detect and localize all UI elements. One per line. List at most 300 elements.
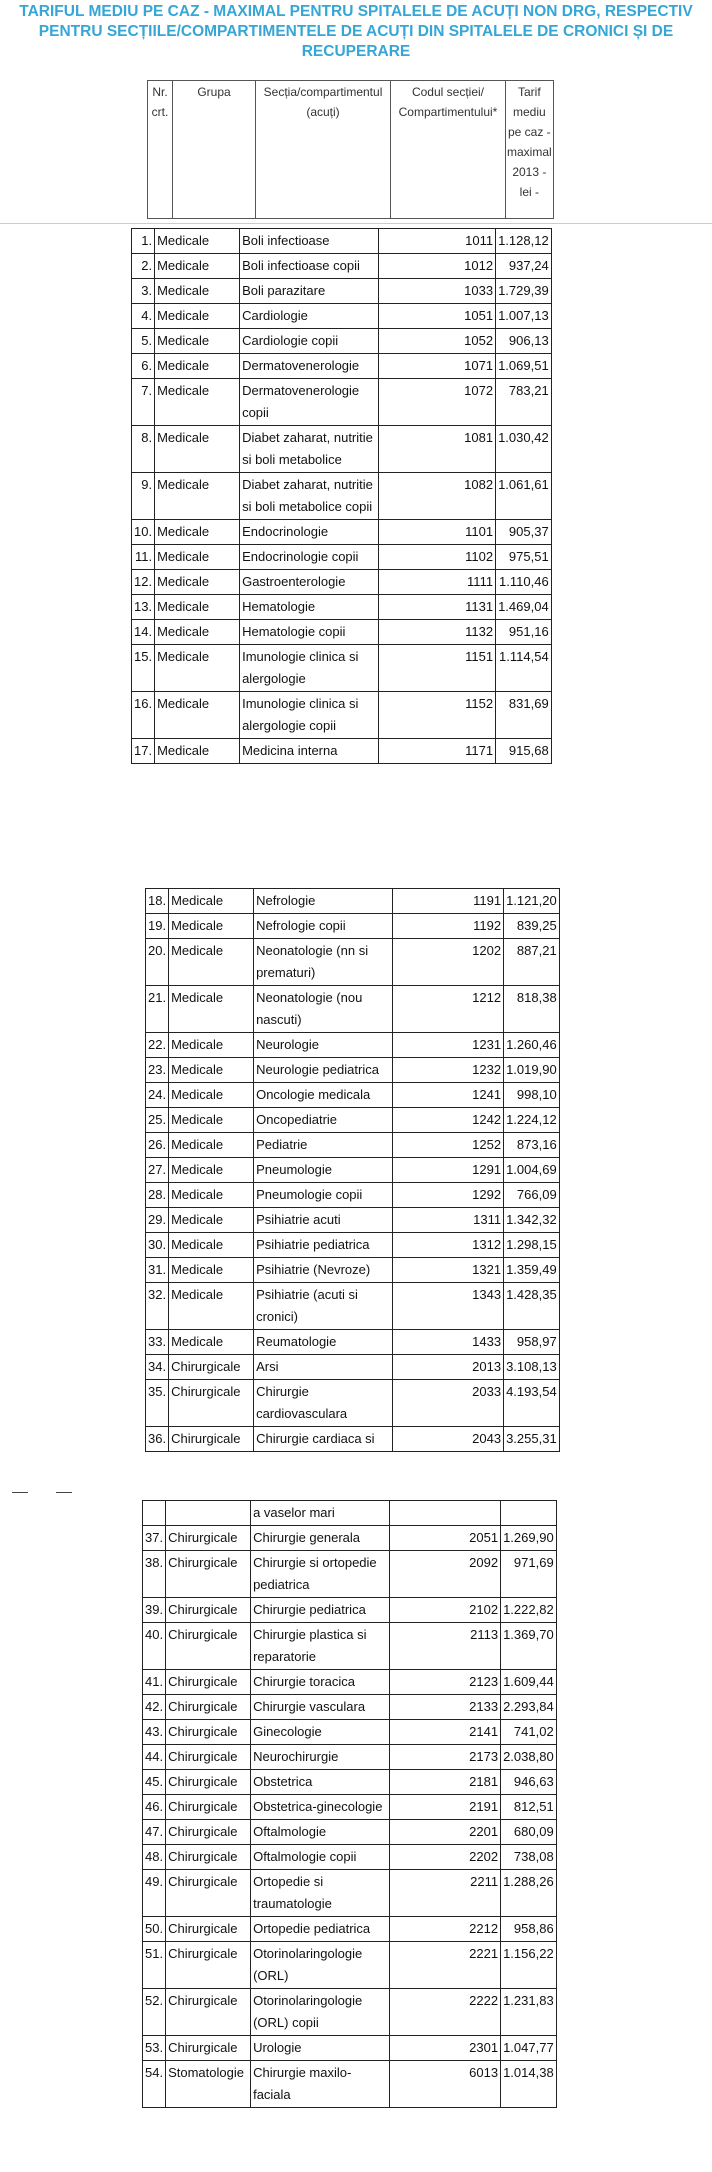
cell-cod: 1011: [379, 229, 496, 254]
cell-tarif: 2.293,84: [501, 1695, 557, 1720]
cell-nr: 44.: [143, 1745, 166, 1770]
cell-tarif: 887,21: [504, 939, 560, 986]
cell-tarif: 1.019,90: [504, 1058, 560, 1083]
cell-sectia: Chirurgie pediatrica: [251, 1598, 390, 1623]
cell-nr: 29.: [146, 1208, 169, 1233]
cell-tarif: 1.014,38: [501, 2061, 557, 2108]
cell-grupa: Medicale: [169, 889, 254, 914]
table-row: [146, 1427, 560, 1452]
table-row: [132, 254, 552, 279]
cell-cod: 2033: [393, 1380, 504, 1427]
table-row: [143, 1598, 557, 1623]
cell-cod: 1101: [379, 520, 496, 545]
cell-sectia: Medicina interna: [240, 739, 379, 764]
cell-nr: 13.: [132, 595, 155, 620]
cell-grupa: Chirurgicale: [166, 1989, 251, 2036]
cell-grupa: Medicale: [169, 1058, 254, 1083]
table-row: [146, 1183, 560, 1208]
cell-nr: 31.: [146, 1258, 169, 1283]
cell-sectia: Psihiatrie acuti: [254, 1208, 393, 1233]
cell-nr: 28.: [146, 1183, 169, 1208]
table-row: [132, 570, 552, 595]
cell-cod: 1071: [379, 354, 496, 379]
table-row: [146, 1233, 560, 1258]
cell-nr: 18.: [146, 889, 169, 914]
cell-sectia: Cardiologie copii: [240, 329, 379, 354]
cell-sectia: Hematologie: [240, 595, 379, 620]
cell-cod: 1212: [393, 986, 504, 1033]
cell-grupa: Chirurgicale: [166, 1942, 251, 1989]
cell-sectia: Dermatovenerologie: [240, 354, 379, 379]
table-block-2: [145, 888, 560, 1452]
cell-sectia: Ginecologie: [251, 1720, 390, 1745]
cell-cod: 1192: [393, 914, 504, 939]
cell-tarif: 975,51: [496, 545, 552, 570]
cell-cod: 1151: [379, 645, 496, 692]
cell-grupa: Medicale: [155, 520, 240, 545]
cell-cod: 2133: [390, 1695, 501, 1720]
table-row: [143, 1870, 557, 1917]
table-row: [143, 1551, 557, 1598]
cell-cod: 2201: [390, 1820, 501, 1845]
cell-nr: 14.: [132, 620, 155, 645]
table-row: [132, 279, 552, 304]
cell-cod: 1241: [393, 1083, 504, 1108]
page-break-marker: [12, 1492, 28, 1493]
cell-nr: 49.: [143, 1870, 166, 1917]
cell-tarif: 1.269,90: [501, 1526, 557, 1551]
table-row: [143, 1917, 557, 1942]
table-row: [143, 1745, 557, 1770]
cell-sectia: Chirurgie maxilo-faciala: [251, 2061, 390, 2108]
cell-sectia: Chirurgie vasculara: [251, 1695, 390, 1720]
cell-sectia: Oftalmologie: [251, 1820, 390, 1845]
header-sectia: Secția/compartimentul (acuți): [256, 81, 391, 219]
page-title: TARIFUL MEDIU PE CAZ - MAXIMAL PENTRU SPITALELE DE ACUȚI NON DRG, RESPECTIV PENTRU SECȚIILE/COMPARTIMENTELE DE ACUȚI DIN SPITALELE DE CRONICI ȘI DE RECUPERARE: [19, 3, 693, 60]
cell-grupa: Stomatologie: [166, 2061, 251, 2108]
cell-cod: 1082: [379, 473, 496, 520]
cell-tarif: 3.108,13: [504, 1355, 560, 1380]
cell-grupa: Medicale: [169, 1133, 254, 1158]
cell-cod: 2211: [390, 1870, 501, 1917]
cell-tarif: 937,24: [496, 254, 552, 279]
cell-nr: [143, 1501, 166, 1526]
cell-tarif: 1.359,49: [504, 1258, 560, 1283]
cell-sectia: Oncologie medicala: [254, 1083, 393, 1108]
cell-nr: 24.: [146, 1083, 169, 1108]
cell-sectia: Ortopedie si traumatologie: [251, 1870, 390, 1917]
cell-cod: 2173: [390, 1745, 501, 1770]
cell-cod: 1072: [379, 379, 496, 426]
cell-nr: 1.: [132, 229, 155, 254]
cell-sectia: Nefrologie copii: [254, 914, 393, 939]
cell-grupa: Medicale: [155, 229, 240, 254]
cell-tarif: 873,16: [504, 1133, 560, 1158]
cell-cod: 1433: [393, 1330, 504, 1355]
cell-cod: 1312: [393, 1233, 504, 1258]
table-row: [143, 1695, 557, 1720]
cell-cod: 1052: [379, 329, 496, 354]
cell-cod: 1232: [393, 1058, 504, 1083]
table-row: [132, 620, 552, 645]
cell-nr: 52.: [143, 1989, 166, 2036]
cell-sectia: Oncopediatrie: [254, 1108, 393, 1133]
cell-nr: 23.: [146, 1058, 169, 1083]
table-row: [143, 1623, 557, 1670]
cell-sectia: Otorinolaringologie (ORL): [251, 1942, 390, 1989]
cell-sectia: Otorinolaringologie (ORL) copii: [251, 1989, 390, 2036]
table-row: [146, 1355, 560, 1380]
cell-tarif: 839,25: [504, 914, 560, 939]
cell-grupa: Chirurgicale: [166, 1598, 251, 1623]
cell-grupa: Medicale: [155, 739, 240, 764]
cell-nr: 16.: [132, 692, 155, 739]
cell-grupa: Chirurgicale: [169, 1380, 254, 1427]
cell-nr: 11.: [132, 545, 155, 570]
cell-grupa: [166, 1501, 251, 1526]
cell-tarif: 680,09: [501, 1820, 557, 1845]
cell-grupa: Medicale: [155, 645, 240, 692]
table-row: [143, 1989, 557, 2036]
cell-tarif: 1.342,32: [504, 1208, 560, 1233]
header-nr: Nr. crt.: [148, 81, 173, 219]
cell-cod: 2221: [390, 1942, 501, 1989]
table-row: [132, 645, 552, 692]
cell-tarif: 3.255,31: [504, 1427, 560, 1452]
cell-cod: 1131: [379, 595, 496, 620]
cell-nr: 8.: [132, 426, 155, 473]
cell-sectia: Reumatologie: [254, 1330, 393, 1355]
table-row: [146, 1330, 560, 1355]
cell-cod: 1132: [379, 620, 496, 645]
cell-nr: 7.: [132, 379, 155, 426]
cell-sectia: Pneumologie copii: [254, 1183, 393, 1208]
cell-grupa: Medicale: [169, 1158, 254, 1183]
cell-tarif: 906,13: [496, 329, 552, 354]
cell-tarif: 1.729,39: [496, 279, 552, 304]
table-row: [143, 1845, 557, 1870]
page-break-marker: [56, 1492, 72, 1493]
table-row: [146, 889, 560, 914]
cell-nr: 35.: [146, 1380, 169, 1427]
cell-nr: 43.: [143, 1720, 166, 1745]
table-row: [143, 1720, 557, 1745]
cell-sectia: Pediatrie: [254, 1133, 393, 1158]
cell-sectia: Neurologie pediatrica: [254, 1058, 393, 1083]
table-row: [132, 354, 552, 379]
table-row: [146, 1258, 560, 1283]
cell-cod: 2202: [390, 1845, 501, 1870]
table-row: [146, 1033, 560, 1058]
cell-grupa: Medicale: [155, 545, 240, 570]
table-row: [143, 1795, 557, 1820]
cell-tarif: 1.288,26: [501, 1870, 557, 1917]
cell-sectia: Obstetrica-ginecologie: [251, 1795, 390, 1820]
cell-sectia: Ortopedie pediatrica: [251, 1917, 390, 1942]
cell-grupa: Chirurgicale: [166, 1551, 251, 1598]
cell-nr: 39.: [143, 1598, 166, 1623]
cell-grupa: Medicale: [169, 914, 254, 939]
cell-sectia: Neonatologie (nou nascuti): [254, 986, 393, 1033]
cell-grupa: Medicale: [155, 595, 240, 620]
table-block-1: [131, 228, 552, 764]
cell-tarif: 1.047,77: [501, 2036, 557, 2061]
cell-tarif: 958,86: [501, 1917, 557, 1942]
table-block-3: [142, 1500, 557, 2108]
cell-nr: 45.: [143, 1770, 166, 1795]
header-grupa: Grupa: [173, 81, 256, 219]
cell-cod: 1012: [379, 254, 496, 279]
cell-nr: 40.: [143, 1623, 166, 1670]
table-row: [146, 1133, 560, 1158]
cell-sectia: Chirurgie cardiaca si: [254, 1427, 393, 1452]
cell-cod: 1292: [393, 1183, 504, 1208]
cell-tarif: 1.260,46: [504, 1033, 560, 1058]
table-row: [143, 1770, 557, 1795]
cell-grupa: Medicale: [155, 473, 240, 520]
cell-grupa: Medicale: [155, 304, 240, 329]
cell-tarif: 1.007,13: [496, 304, 552, 329]
cell-grupa: Chirurgicale: [169, 1427, 254, 1452]
table-row: [146, 914, 560, 939]
table-row: [146, 1108, 560, 1133]
cell-cod: 1231: [393, 1033, 504, 1058]
cell-cod: 2051: [390, 1526, 501, 1551]
cell-grupa: Medicale: [155, 692, 240, 739]
cell-nr: 51.: [143, 1942, 166, 1989]
cell-cod: 6013: [390, 2061, 501, 2108]
cell-nr: 42.: [143, 1695, 166, 1720]
cell-tarif: 1.110,46: [496, 570, 552, 595]
cell-sectia: Imunologie clinica si alergologie copii: [240, 692, 379, 739]
cell-tarif: 812,51: [501, 1795, 557, 1820]
cell-tarif: 971,69: [501, 1551, 557, 1598]
header-codul: Codul secției/ Compartimentului*: [391, 81, 506, 219]
cell-tarif: 1.061,61: [496, 473, 552, 520]
cell-grupa: Medicale: [169, 986, 254, 1033]
cell-cod: 2113: [390, 1623, 501, 1670]
cell-nr: 4.: [132, 304, 155, 329]
cell-tarif: 1.222,82: [501, 1598, 557, 1623]
cell-tarif: 1.156,22: [501, 1942, 557, 1989]
cell-nr: 37.: [143, 1526, 166, 1551]
cell-tarif: 1.298,15: [504, 1233, 560, 1258]
cell-sectia: Chirurgie toracica: [251, 1670, 390, 1695]
cell-tarif: 818,38: [504, 986, 560, 1033]
cell-tarif: 1.121,20: [504, 889, 560, 914]
cell-cod: 1152: [379, 692, 496, 739]
cell-tarif: 1.224,12: [504, 1108, 560, 1133]
cell-nr: 26.: [146, 1133, 169, 1158]
cell-sectia: Neurologie: [254, 1033, 393, 1058]
cell-grupa: Chirurgicale: [166, 2036, 251, 2061]
cell-nr: 33.: [146, 1330, 169, 1355]
cell-cod: 2212: [390, 1917, 501, 1942]
cell-cod: 1321: [393, 1258, 504, 1283]
table-row: [146, 1158, 560, 1183]
table-row: [143, 1526, 557, 1551]
cell-tarif: 1.114,54: [496, 645, 552, 692]
cell-cod: 2181: [390, 1770, 501, 1795]
cell-grupa: Medicale: [155, 329, 240, 354]
cell-grupa: Chirurgicale: [166, 1795, 251, 1820]
cell-nr: 46.: [143, 1795, 166, 1820]
cell-sectia: Hematologie copii: [240, 620, 379, 645]
cell-cod: 1252: [393, 1133, 504, 1158]
cell-cod: 2191: [390, 1795, 501, 1820]
table-row: [132, 692, 552, 739]
table-row: [132, 329, 552, 354]
cell-sectia: a vaselor mari: [251, 1501, 390, 1526]
cell-tarif: 915,68: [496, 739, 552, 764]
cell-tarif: 1.469,04: [496, 595, 552, 620]
cell-nr: 54.: [143, 2061, 166, 2108]
cell-grupa: Chirurgicale: [166, 1623, 251, 1670]
cell-cod: 2102: [390, 1598, 501, 1623]
cell-sectia: Nefrologie: [254, 889, 393, 914]
table-row: [132, 426, 552, 473]
cell-nr: 25.: [146, 1108, 169, 1133]
cell-nr: 19.: [146, 914, 169, 939]
cell-sectia: Chirurgie generala: [251, 1526, 390, 1551]
cell-sectia: Neonatologie (nn si prematuri): [254, 939, 393, 986]
cell-nr: 10.: [132, 520, 155, 545]
cell-sectia: Imunologie clinica si alergologie: [240, 645, 379, 692]
cell-nr: 15.: [132, 645, 155, 692]
cell-nr: 12.: [132, 570, 155, 595]
cell-cod: 1171: [379, 739, 496, 764]
table-row: [132, 379, 552, 426]
cell-tarif: 1.428,35: [504, 1283, 560, 1330]
table-row: [143, 1942, 557, 1989]
cell-nr: 5.: [132, 329, 155, 354]
cell-grupa: Medicale: [169, 1258, 254, 1283]
cell-cod: 1311: [393, 1208, 504, 1233]
cell-cod: 2013: [393, 1355, 504, 1380]
header-divider: [0, 223, 712, 224]
cell-cod: 1051: [379, 304, 496, 329]
cell-sectia: Boli infectioase: [240, 229, 379, 254]
cell-sectia: Obstetrica: [251, 1770, 390, 1795]
cell-sectia: Psihiatrie pediatrica: [254, 1233, 393, 1258]
cell-grupa: Chirurgicale: [169, 1355, 254, 1380]
table-row: [143, 1501, 557, 1526]
cell-cod: 1202: [393, 939, 504, 986]
cell-grupa: Chirurgicale: [166, 1745, 251, 1770]
cell-sectia: Cardiologie: [240, 304, 379, 329]
cell-tarif: 1.231,83: [501, 1989, 557, 2036]
cell-grupa: Medicale: [169, 1283, 254, 1330]
cell-grupa: Medicale: [169, 1033, 254, 1058]
cell-tarif: 738,08: [501, 1845, 557, 1870]
cell-sectia: Endocrinologie: [240, 520, 379, 545]
cell-grupa: Medicale: [169, 1183, 254, 1208]
table-row: [146, 1380, 560, 1427]
cell-tarif: 1.369,70: [501, 1623, 557, 1670]
table-row: [146, 986, 560, 1033]
cell-grupa: Medicale: [155, 570, 240, 595]
cell-nr: 34.: [146, 1355, 169, 1380]
cell-grupa: Chirurgicale: [166, 1820, 251, 1845]
cell-cod: 2123: [390, 1670, 501, 1695]
header-tarif: Tarif mediu pe caz - maximal 2013 - lei -: [506, 81, 554, 219]
cell-cod: 2043: [393, 1427, 504, 1452]
cell-grupa: Medicale: [155, 354, 240, 379]
cell-cod: 1102: [379, 545, 496, 570]
cell-nr: 2.: [132, 254, 155, 279]
cell-grupa: Medicale: [169, 1330, 254, 1355]
cell-nr: 9.: [132, 473, 155, 520]
table-row: [132, 229, 552, 254]
cell-cod: 1111: [379, 570, 496, 595]
cell-sectia: Pneumologie: [254, 1158, 393, 1183]
table-row: [132, 739, 552, 764]
cell-nr: 21.: [146, 986, 169, 1033]
cell-grupa: Medicale: [155, 379, 240, 426]
cell-cod: 2092: [390, 1551, 501, 1598]
cell-tarif: 831,69: [496, 692, 552, 739]
cell-cod: 1242: [393, 1108, 504, 1133]
cell-nr: 38.: [143, 1551, 166, 1598]
cell-nr: 3.: [132, 279, 155, 304]
cell-grupa: Medicale: [155, 279, 240, 304]
cell-tarif: [501, 1501, 557, 1526]
cell-grupa: Chirurgicale: [166, 1917, 251, 1942]
cell-sectia: Boli parazitare: [240, 279, 379, 304]
cell-tarif: 766,09: [504, 1183, 560, 1208]
table-row: [132, 304, 552, 329]
cell-cod: [390, 1501, 501, 1526]
table-row: [146, 1058, 560, 1083]
cell-cod: 1081: [379, 426, 496, 473]
cell-grupa: Chirurgicale: [166, 1695, 251, 1720]
cell-sectia: Oftalmologie copii: [251, 1845, 390, 1870]
cell-grupa: Chirurgicale: [166, 1870, 251, 1917]
cell-sectia: Boli infectioase copii: [240, 254, 379, 279]
cell-grupa: Medicale: [169, 1208, 254, 1233]
cell-nr: 50.: [143, 1917, 166, 1942]
cell-nr: 17.: [132, 739, 155, 764]
cell-tarif: 783,21: [496, 379, 552, 426]
table-row: [143, 1670, 557, 1695]
cell-cod: 2141: [390, 1720, 501, 1745]
cell-nr: 20.: [146, 939, 169, 986]
cell-cod: 1291: [393, 1158, 504, 1183]
cell-cod: 2222: [390, 1989, 501, 2036]
table-row: [146, 1283, 560, 1330]
cell-grupa: Medicale: [169, 1233, 254, 1258]
cell-nr: 27.: [146, 1158, 169, 1183]
cell-tarif: 1.030,42: [496, 426, 552, 473]
cell-grupa: Medicale: [169, 939, 254, 986]
cell-grupa: Medicale: [155, 254, 240, 279]
cell-tarif: 1.609,44: [501, 1670, 557, 1695]
table-header: [147, 80, 554, 219]
cell-tarif: 905,37: [496, 520, 552, 545]
cell-cod: 2301: [390, 2036, 501, 2061]
cell-tarif: 1.004,69: [504, 1158, 560, 1183]
table-row: [146, 1208, 560, 1233]
cell-sectia: Diabet zaharat, nutritie si boli metabolice: [240, 426, 379, 473]
table-row: [132, 595, 552, 620]
cell-tarif: 998,10: [504, 1083, 560, 1108]
cell-tarif: 2.038,80: [501, 1745, 557, 1770]
cell-tarif: 741,02: [501, 1720, 557, 1745]
cell-tarif: 951,16: [496, 620, 552, 645]
table-row: [146, 1083, 560, 1108]
table-row: [132, 473, 552, 520]
cell-nr: 30.: [146, 1233, 169, 1258]
